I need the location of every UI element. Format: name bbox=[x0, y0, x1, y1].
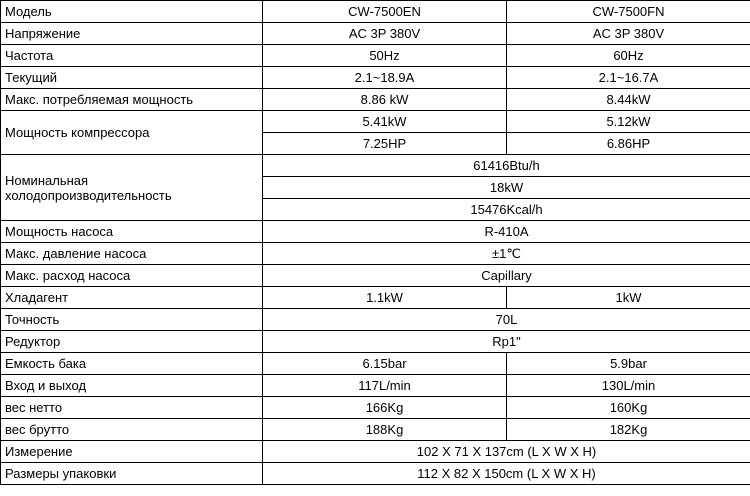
row-value-b: 182Kg bbox=[507, 419, 750, 441]
table-row bbox=[1, 375, 750, 397]
row-value-b: 160Kg bbox=[507, 397, 750, 419]
row-value-b: AC 3P 380V bbox=[507, 23, 750, 45]
row-label: Редуктор bbox=[1, 331, 263, 353]
row-value-merged: 61416Btu/h bbox=[263, 155, 750, 177]
row-label: Вход и выход bbox=[1, 375, 263, 397]
row-value-merged: 15476Kcal/h bbox=[263, 199, 750, 221]
table-row bbox=[1, 23, 750, 45]
table-row bbox=[1, 463, 750, 485]
table-row bbox=[1, 287, 750, 309]
row-value-b: 5.9bar bbox=[507, 353, 750, 375]
table-row bbox=[1, 243, 750, 265]
table-row bbox=[1, 441, 750, 463]
row-value-b: 1kW bbox=[507, 287, 750, 309]
table-row bbox=[1, 67, 750, 89]
row-value-a: 5.41kW bbox=[263, 111, 507, 133]
row-value-b: 8.44kW bbox=[507, 89, 750, 111]
row-value-a: 166Kg bbox=[263, 397, 507, 419]
table-row bbox=[1, 353, 750, 375]
row-value-b: 5.12kW bbox=[507, 111, 750, 133]
table-row bbox=[1, 155, 750, 177]
row-value-a: CW-7500EN bbox=[263, 1, 507, 23]
row-label: Хладагент bbox=[1, 287, 263, 309]
row-label: Мощность компрессора bbox=[1, 111, 263, 155]
row-label: Напряжение bbox=[1, 23, 263, 45]
row-label: Мощность насоса bbox=[1, 221, 263, 243]
table-row bbox=[1, 331, 750, 353]
specifications-table-body bbox=[1, 1, 750, 485]
row-label: Точность bbox=[1, 309, 263, 331]
row-label: Макс. потребляемая мощность bbox=[1, 89, 263, 111]
row-value-b: 130L/min bbox=[507, 375, 750, 397]
table-row bbox=[1, 89, 750, 111]
row-label: Измерение bbox=[1, 441, 263, 463]
row-value-b-secondary: 6.86HP bbox=[507, 133, 750, 155]
table-row bbox=[1, 397, 750, 419]
row-value-a: 117L/min bbox=[263, 375, 507, 397]
table-row bbox=[1, 265, 750, 287]
row-label: вес брутто bbox=[1, 419, 263, 441]
table-row bbox=[1, 309, 750, 331]
row-label: вес нетто bbox=[1, 397, 263, 419]
row-value-a: 8.86 kW bbox=[263, 89, 507, 111]
row-label: Емкость бака bbox=[1, 353, 263, 375]
row-value-b: 2.1~16.7A bbox=[507, 67, 750, 89]
row-value-merged: 102 X 71 X 137cm (L X W X H) bbox=[263, 441, 750, 463]
row-value-a: 188Kg bbox=[263, 419, 507, 441]
row-value-a: 2.1~18.9A bbox=[263, 67, 507, 89]
table-row bbox=[1, 45, 750, 67]
row-value-merged: 70L bbox=[263, 309, 750, 331]
row-value-merged: R-410A bbox=[263, 221, 750, 243]
row-value-a: AC 3P 380V bbox=[263, 23, 507, 45]
table-row bbox=[1, 111, 750, 133]
row-label: Номинальная холодопроизводительность bbox=[1, 155, 263, 221]
table-row bbox=[1, 1, 750, 23]
row-label: Макс. давление насоса bbox=[1, 243, 263, 265]
row-value-b: CW-7500FN bbox=[507, 1, 750, 23]
table-row bbox=[1, 221, 750, 243]
row-label: Модель bbox=[1, 1, 263, 23]
row-label: Частота bbox=[1, 45, 263, 67]
row-value-merged: Capillary bbox=[263, 265, 750, 287]
row-value-merged: Rp1" bbox=[263, 331, 750, 353]
row-label: Текущий bbox=[1, 67, 263, 89]
row-label: Размеры упаковки bbox=[1, 463, 263, 485]
row-value-a: 50Hz bbox=[263, 45, 507, 67]
row-value-b: 60Hz bbox=[507, 45, 750, 67]
row-label: Макс. расход насоса bbox=[1, 265, 263, 287]
row-value-merged: 112 X 82 X 150cm (L X W X H) bbox=[263, 463, 750, 485]
row-value-a: 6.15bar bbox=[263, 353, 507, 375]
row-value-a: 1.1kW bbox=[263, 287, 507, 309]
row-value-merged: 18kW bbox=[263, 177, 750, 199]
table-row bbox=[1, 419, 750, 441]
row-value-a-secondary: 7.25HP bbox=[263, 133, 507, 155]
row-value-merged: ±1℃ bbox=[263, 243, 750, 265]
